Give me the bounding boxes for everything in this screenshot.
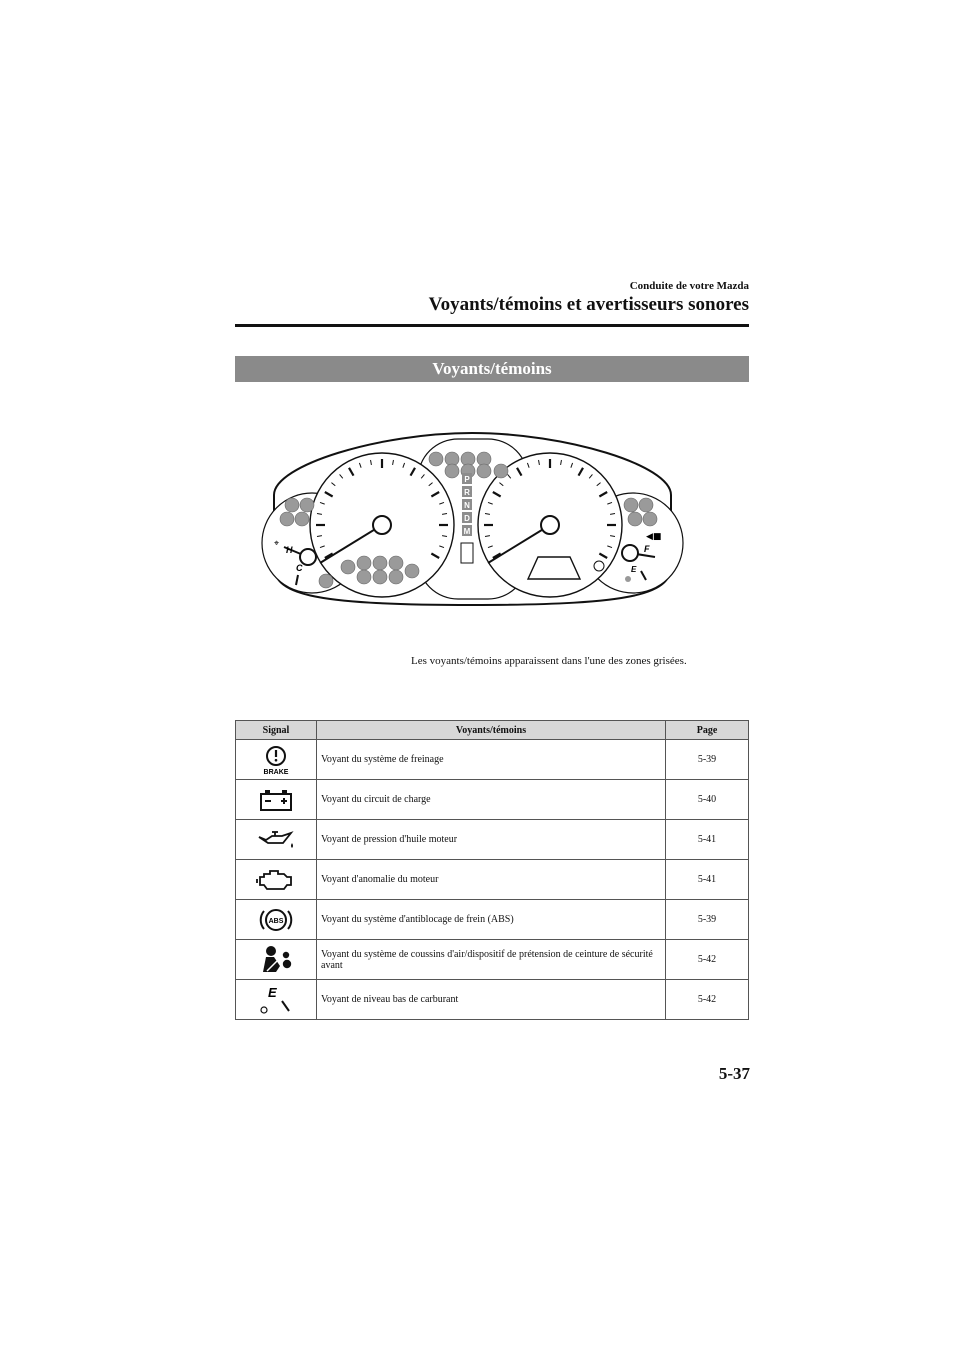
- gear-position-label: M: [463, 527, 471, 536]
- description-column-header: Voyants/témoins: [317, 721, 666, 740]
- temperature-hot-label: H: [286, 545, 293, 555]
- fuel-pump-icon: ◀■: [646, 532, 662, 542]
- gear-position-label: D: [464, 514, 470, 523]
- page-cell: 5-41: [666, 860, 749, 900]
- signal-cell: [236, 820, 317, 860]
- description-cell: Voyant de niveau bas de carburant: [317, 980, 666, 1020]
- table-row: [236, 740, 749, 780]
- figure-caption: Les voyants/témoins apparaissent dans l'une des zones grisées.: [411, 655, 687, 667]
- page-cell: 5-40: [666, 780, 749, 820]
- signal-cell: [236, 900, 317, 940]
- svg-text:ABS: ABS: [268, 917, 284, 925]
- fuel-empty-dot: [625, 576, 631, 582]
- section-title: Voyants/témoins et avertisseurs sonores: [428, 294, 749, 315]
- odometer-display: [528, 557, 580, 579]
- signal-cell: [236, 980, 317, 1020]
- gear-position-indicator: [462, 473, 472, 536]
- airbag-icon: [258, 944, 294, 976]
- title-divider: [235, 324, 749, 327]
- page-cell: 5-39: [666, 740, 749, 780]
- page-column-header: Page: [666, 721, 749, 740]
- tachometer-hub: [373, 516, 391, 534]
- thermometer-icon: ⌖: [274, 539, 280, 549]
- table-row: [236, 780, 749, 820]
- brake-warning-icon: [258, 745, 294, 775]
- table-row: [236, 940, 749, 980]
- page-cell: 5-41: [666, 820, 749, 860]
- gear-position-label: N: [464, 501, 470, 510]
- temperature-cold-label: C: [296, 563, 303, 573]
- svg-text:E: E: [268, 984, 277, 1000]
- abs-icon: [258, 905, 294, 935]
- fuel-empty-label: E: [631, 565, 637, 574]
- description-cell: Voyant du système de freinage: [317, 740, 666, 780]
- fuel-full-label: F: [644, 544, 650, 554]
- page-cell: 5-42: [666, 940, 749, 980]
- check-engine-icon: [256, 867, 296, 893]
- signal-column-header: Signal: [236, 721, 317, 740]
- table-row: [236, 820, 749, 860]
- description-cell: Voyant d'anomalie du moteur: [317, 860, 666, 900]
- page-number: 5-37: [718, 1064, 750, 1083]
- description-cell: Voyant de pression d'huile moteur: [317, 820, 666, 860]
- speedometer-hub: [541, 516, 559, 534]
- page-cell: 5-39: [666, 900, 749, 940]
- gear-position-label: R: [464, 488, 470, 497]
- battery-charge-icon: [258, 788, 294, 812]
- indicator-ring: [594, 561, 604, 571]
- gear-digit-display: [461, 543, 473, 563]
- table-row: [236, 860, 749, 900]
- description-cell: Voyant du système d'antiblocage de frein (ABS): [317, 900, 666, 940]
- signal-cell: [236, 860, 317, 900]
- signal-cell: [236, 740, 317, 780]
- table-header-row: [236, 721, 749, 740]
- gear-position-label: P: [464, 475, 470, 484]
- svg-text:BRAKE: BRAKE: [263, 768, 289, 775]
- instrument-cluster-illustration: [260, 425, 685, 610]
- table-row: [236, 900, 749, 940]
- signal-cell: [236, 780, 317, 820]
- description-cell: Voyant du système de coussins d'air/dispositif de prétension de ceinture de sécurité avant: [317, 940, 666, 980]
- oil-pressure-icon: [256, 829, 296, 851]
- table-row: [236, 980, 749, 1020]
- warning-lights-table: [235, 720, 749, 1020]
- chapter-heading: Conduite de votre Mazda: [629, 280, 749, 292]
- low-fuel-icon: [258, 984, 294, 1016]
- section-banner: Voyants/témoins: [235, 356, 749, 382]
- fuel-hub: [622, 545, 638, 561]
- description-cell: Voyant du circuit de charge: [317, 780, 666, 820]
- page-cell: 5-42: [666, 980, 749, 1020]
- signal-cell: [236, 940, 317, 980]
